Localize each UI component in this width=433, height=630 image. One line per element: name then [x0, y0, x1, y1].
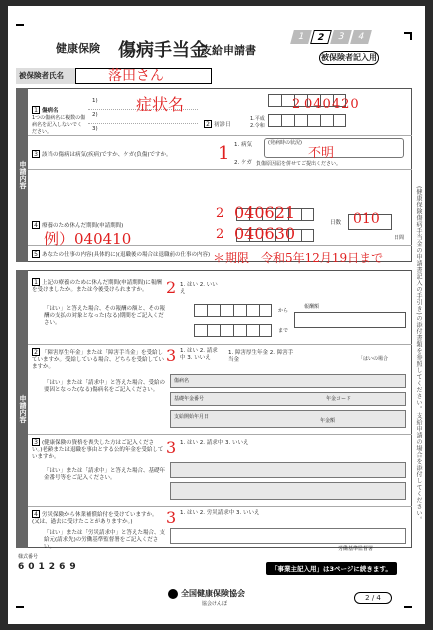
section1-sidebar: 申請内容 — [16, 88, 28, 262]
filler-badge: 被保険者記入用 — [319, 51, 379, 65]
s2-q1-amount-label: 報酬額 — [304, 304, 320, 310]
q1-row-3: 3) — [92, 126, 98, 132]
q1-disease-value: 症状名 — [136, 95, 185, 114]
q2-label: 2 初診日 — [204, 120, 231, 129]
q3-option-2[interactable]: 2. ケガ — [234, 160, 252, 166]
form-digit: 2 — [48, 562, 56, 572]
q4-days-label: 日数 — [330, 220, 342, 226]
q3-circumstance-value: 不明 — [308, 146, 335, 161]
form-digit: 0 — [28, 562, 35, 572]
s2-q4-office-field[interactable] — [170, 528, 406, 544]
insured-name-value: 落田さん — [108, 68, 164, 84]
divider — [88, 123, 198, 124]
s2-q2-disease-field[interactable]: 傷病名 — [170, 374, 406, 388]
q5-text: 5 あなたの仕事の内容(具体的に)(退職後の場合は退職前の仕事の内容) — [32, 250, 212, 259]
step-1: 1 — [290, 30, 312, 44]
step-3: 3 — [330, 30, 352, 44]
s2-q2-answer: 3 — [166, 346, 177, 365]
q4-to-value: 040630 — [234, 224, 296, 243]
form-sheet — [8, 6, 425, 624]
q3-bracket-label: (発病時の状況) — [268, 140, 302, 146]
page-steps — [292, 30, 370, 44]
s2-q1-options[interactable]: 1. はい 2. いいえ — [180, 282, 218, 295]
q3-text: 3 該当の傷病は病気(疾病)ですか、ケガ(負傷)ですか。 — [32, 150, 212, 159]
q2-era: 1.平成 2.令和 — [250, 116, 265, 129]
q1-number: 1 — [32, 106, 40, 114]
s2-q4-text: 4 労災保険から休業補償給付を受けていますか。(又は、過去に受けたことがありますか。) — [32, 511, 158, 525]
org-name: 全国健康保険協会 — [168, 588, 245, 599]
title-suffix: 支給申請書 — [201, 44, 256, 57]
q4-text: 4 療養のため休んだ期間(申請期間) — [32, 221, 212, 230]
q3-option-1[interactable]: 1. 病気 — [234, 142, 252, 148]
divider — [28, 344, 412, 345]
s2-q1-text: 1 上記の療養のために休んだ期間(申請期間)に報酬を受けましたか。または今後受けられますか。 — [32, 279, 162, 293]
step-4: 4 — [350, 30, 372, 44]
corner-mark — [410, 32, 412, 40]
org-logo-icon — [168, 589, 178, 599]
q2-onset-date-value: 040420 — [304, 97, 360, 112]
org-subname: 協会けんぽ — [202, 601, 228, 607]
s2-q2-pension-no-field[interactable]: 基礎年金番号 — [170, 392, 406, 406]
section2-sidebar: 申請内容 — [16, 270, 28, 548]
side-instruction-note: (健康保険傷病手当金の申請書記入の手引き)の添付書類を参照してください。支給申請の場合を添付してください。 — [415, 186, 422, 524]
corner-mark — [16, 24, 24, 26]
s2-q3-start-field[interactable] — [170, 482, 406, 500]
q1-row-1: 1) — [92, 98, 98, 104]
page-number: 2 / 4 — [354, 592, 392, 604]
corner-mark — [16, 606, 24, 608]
s2-q3-sub: 「はい」または「請求中」と答えた場合、基礎年金番号等をご記入ください。 — [44, 468, 166, 481]
form-digit: 1 — [38, 562, 45, 572]
q2-date-field[interactable] — [246, 114, 406, 134]
s2-q3-pension-field[interactable] — [170, 462, 406, 478]
divider — [28, 434, 412, 435]
form-title: 傷病手当金 — [118, 40, 208, 61]
s2-q2-sub: 「はい」または「請求中」と答えた場合、受給の要因となった(なる)傷病名をご記入ください。 — [44, 380, 166, 393]
q4-from-value: 040621 — [234, 203, 296, 222]
s2-q1-sub: 「はい」と答えた場合、その報酬の額と、その報酬の支払の対象となった(なる)期間をご記入ください。 — [44, 306, 166, 326]
date-example-note: 例）040410 — [44, 230, 132, 248]
q3-choice-value: 1 — [218, 143, 230, 164]
s2-q1-from-field[interactable] — [194, 304, 272, 317]
divider — [28, 506, 412, 507]
s2-q3-text: 3 (健康保険の資格を喪失した方はご記入ください。)老齢または退職を事由とする公的年金を受給していますか。 — [32, 439, 164, 460]
q1-text: 1 傷病名 1つの傷病名に複数の傷病名を記入しないでください。 — [32, 107, 86, 135]
s2-q4-sub: 「はい」または「労災請求中」と答えた場合、支給元(請求先)の労働基準監督署をご記入ください。 — [44, 530, 166, 550]
q1-era-number: 2 — [292, 97, 301, 112]
form-digit: 9 — [69, 562, 76, 572]
s2-q3-options[interactable]: 1. はい 2. 請求中 3. いいえ — [180, 440, 249, 446]
q3-note: 負傷原因届を併せてご提出ください。 — [256, 161, 342, 167]
q4-days-unit: 日間 — [394, 235, 405, 241]
s2-q2-code-label: 年金コード — [326, 396, 352, 402]
s2-q3-answer: 3 — [166, 438, 177, 457]
title-prefix: 健康保険 — [56, 42, 100, 55]
form-number-label: 様式番号 — [18, 554, 39, 560]
q4-from-era: 2 — [216, 206, 225, 221]
s2-q2-note: 「はいの場合 — [358, 356, 389, 362]
deadline-note: ＊期限 令和5年12月19日まで — [213, 251, 384, 265]
s2-q4-answer: 3 — [166, 508, 177, 527]
s2-q2-start-field[interactable]: 支給開始年月日 — [170, 410, 406, 428]
s2-q2-options[interactable]: 1. はい 2. 請求中 3. いいえ — [180, 348, 218, 361]
s2-q2-amount-label: 年金額 — [320, 418, 336, 424]
s2-q2-text: 2 「障害厚生年金」または「障害手当金」を受給していますか。受給している場合、どちらを受給していますか。 — [32, 349, 165, 370]
form-number — [18, 562, 76, 572]
form-digit: 6 — [18, 562, 25, 572]
q4-days-value: 010 — [353, 211, 380, 227]
q1-row-2: 2) — [92, 112, 98, 118]
form-digit: 6 — [59, 562, 66, 572]
step-2: 2 — [310, 30, 332, 44]
s2-q1-amount-field[interactable] — [294, 312, 406, 328]
q4-to-era: 2 — [216, 227, 225, 242]
s2-q1-to-field[interactable] — [194, 324, 272, 337]
continue-banner: 「事業主記入用」は3ページに続きます。 — [266, 562, 397, 575]
s2-q1-from: から — [278, 308, 289, 314]
s2-q4-office-label: 労働基準監督署 — [338, 546, 374, 552]
s2-q4-options[interactable]: 1. はい 2. 労災請求中 3. いいえ — [180, 510, 260, 516]
insured-name-label: 被保険者氏名 — [16, 68, 76, 84]
s2-q1-answer: 2 — [166, 278, 177, 297]
corner-mark — [404, 606, 412, 608]
s2-q2-sub-options[interactable]: 1. 障害厚生年金 2. 障害手当金 — [228, 350, 294, 363]
s2-q1-until: まで — [278, 328, 289, 334]
